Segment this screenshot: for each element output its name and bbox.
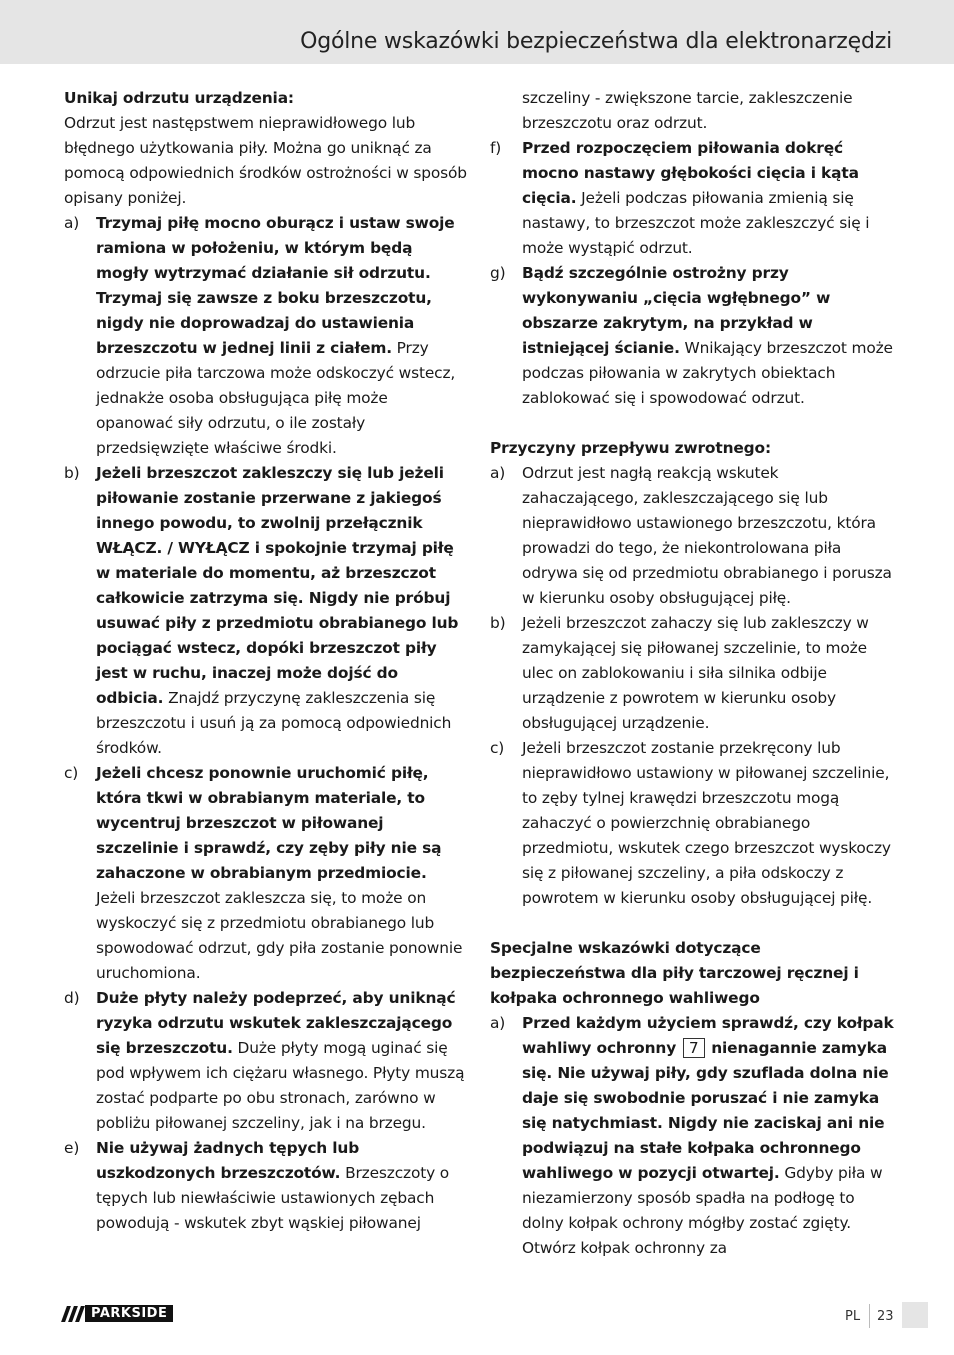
list-text-regular: Gdyby piła w niezamierzony sposób spadła na podłogę to dolny kołpak ochrony mógłby zostać zgięty. Otwórz kołpak ochronny za (522, 1164, 883, 1257)
list-text: Odrzut jest nagłą reakcją wskutek zahaczającego, zakleszczającego się lub nieprawidłowo ustawionego brzeszczotu, która prowadzi do tego, że niekontrolowana piła odrywa się od przedmiotu obrabianego i porusza w kierunku osoby obsługującej piłę. (522, 464, 892, 607)
right-column (490, 86, 894, 1261)
list-text-bold: Przed rozpoczęciem piłowania dokręć mocno nastawy głębokości cięcia i kąta cięcia. (522, 139, 859, 207)
list-item (64, 761, 468, 986)
brand-logo (64, 1305, 173, 1322)
list-text (96, 211, 468, 461)
list-label: e) (64, 1139, 80, 1157)
list-label: b) (64, 464, 80, 482)
page-title: Ogólne wskazówki bezpieczeństwa dla elektronarzędzi (300, 29, 892, 54)
list-label: a) (490, 1014, 506, 1032)
list-text (96, 461, 468, 761)
footer-tab-marker (902, 1302, 928, 1328)
list-label: b) (490, 614, 506, 632)
footer-divider (869, 1304, 870, 1328)
list-text (96, 761, 468, 986)
list-text-bold: Trzymaj piłę mocno oburącz i ustaw swoje ramiona w położeniu, w którym będą mogły wytrzymać działanie sił odrzutu. Trzymaj się zawsze z boku brzeszczotu, nigdy nie doprowadzaj do ustawienia brzeszczotu w jednej linii z ciałem. (96, 214, 455, 357)
list-text-regular: Przy odrzucie piła tarczowa może odskoczyć wstecz, jednakże osoba obsługująca piłę może opanować siły odrzutu, o ile zostały przedsięwzięte właściwe środki. (96, 339, 456, 457)
list-text (96, 986, 468, 1136)
list-item (64, 1136, 468, 1236)
list-text-bold: Przed każdym użyciem sprawdź, czy kołpak wahliwy ochronny (522, 1014, 894, 1057)
list-label: f) (490, 139, 502, 157)
list-text: Jeżeli brzeszczot zahaczy się lub zakleszczy w zamykającej się piłowanej szczelinie, to może ulec on zablokowaniu i siła silnika odbije urządzenie z powrotem w kierunku osoby obsługującej urządzenie. (522, 614, 869, 732)
list-item (64, 211, 468, 461)
list-item (490, 736, 894, 911)
list-text-regular: Jeżeli podczas piłowania zmienią się nastawy, to brzeszczot może zakleszczyć się i może wystąpić odrzut. (522, 189, 870, 257)
list-text-regular: Brzeszczoty o tępych lub niewłaściwie ustawionych zębach powodują - wskutek zbyt wąskiej piłowanej (96, 1164, 450, 1232)
list-text (522, 136, 894, 261)
section-heading-kickback: Unikaj odrzutu urządzenia: (64, 89, 294, 107)
language-code: PL (845, 1309, 861, 1324)
list-item (490, 261, 894, 411)
list-label: c) (64, 764, 79, 782)
list-text-regular: Wnikający brzeszczot może podczas piłowania w zakrytych obiektach zablokować się i spowodować odrzut. (522, 339, 893, 407)
list-text-regular: Jeżeli brzeszczot zakleszcza się, to może on wyskoczyć się z przedmiotu obrabianego lub spowodować odrzut, gdy piła zostanie ponownie uruchomiona. (96, 889, 463, 982)
list-text-bold: Jeżeli brzeszczot zakleszczy się lub jeżeli piłowanie zostanie przerwane z jakiegoś innego powodu, to zwolnij przełącznik WŁĄCZ. / WYŁĄCZ i spokojnie trzymaj piłę w materiale do momentu, aż brzeszczot całkowicie zatrzyma się. Nigdy nie próbuj usuwać piły z przedmiotu obrabianego lub pociągać wstecz, dopóki brzeszczot piły jest w ruchu, inaczej może dojść do odbicia. (96, 464, 459, 707)
page-header (0, 0, 954, 64)
left-column (64, 86, 468, 1236)
part-reference-box: 7 (683, 1038, 705, 1058)
list-text-regular: Znajdź przyczynę zakleszczenia się brzeszczotu i usuń ją za pomocą odpowiednich środków. (96, 689, 452, 757)
list-item-continuation (490, 86, 894, 136)
list-text (96, 1136, 468, 1236)
list-text-bold: nienagannie zamyka się. Nie używaj piły, gdy szuflada dolna nie daje się swobodnie poruszać i nie zamyka się natychmiast. Nigdy nie zaciskaj ani nie podwiązuj na stałe kołpaka ochronnego wahliwego w pozycji otwartej. (522, 1039, 889, 1182)
list-label: c) (490, 739, 505, 757)
section-heading-kickback-causes: Przyczyny przepływu zwrotnego: (490, 439, 771, 457)
list-text-bold: Jeżeli chcesz ponownie uruchomić piłę, która tkwi w obrabianym materiale, to wycentruj brzeszczot w piłowanej szczelinie i sprawdź, czy zęby piły nie są zahaczone w obrabianym przedmiocie. (96, 764, 442, 882)
list-item (490, 611, 894, 736)
logo-stripes-icon (64, 1306, 82, 1322)
list-text-bold: Duże płyty należy podeprzeć, aby uniknąć ryzyka odrzutu wskutek zakleszczającego się brzeszczotu. (96, 989, 456, 1057)
page-number: 23 (877, 1309, 894, 1324)
list-text-bold: Nie używaj żadnych tępych lub uszkodzonych brzeszczotów. (96, 1139, 360, 1182)
list-text-regular: Duże płyty mogą uginać się pod wpływem ich ciężaru własnego. Płyty muszą zostać podparte po obu stronach, zarówno w pobliżu piłowanej szczeliny, jak i na brzegu. (96, 1039, 465, 1132)
list-label: g) (490, 264, 506, 282)
list-text: szczeliny - zwiększone tarcie, zakleszczenie brzeszczotu oraz odrzut. (522, 89, 853, 132)
list-text: Jeżeli brzeszczot zostanie przekręcony lub nieprawidłowo ustawiony w piłowanej szczelinie, to zęby tylnej krawędzi brzeszczotu mogą zahaczyć o powierzchnię obrabianego przedmiotu, wskutek czego brzeszczot wyskoczy się z piłowanej szczeliny, a piła odskoczy z powrotem w kierunku osoby obsługującej piłę. (522, 739, 891, 907)
list-label: a) (490, 464, 506, 482)
list-item (64, 461, 468, 761)
section-heading-guard: Specjalne wskazówki dotyczące bezpieczeństwa dla piły tarczowej ręcznej i kołpaka ochronnego wahliwego (490, 939, 859, 1007)
list-item (490, 1011, 894, 1261)
list-text-bold: Bądź szczególnie ostrożny przy wykonywaniu „cięcia wgłębnego” w obszarze zakrytym, na przykład w istniejącej ścianie. (522, 264, 831, 357)
section-intro-kickback: Odrzut jest następstwem nieprawidłowego lub błędnego użytkowania piły. Można go uniknąć za pomocą odpowiednich środków ostrożności w sposób opisany poniżej. (64, 114, 467, 207)
list-label: a) (64, 214, 80, 232)
list-item (64, 986, 468, 1136)
list-text (522, 261, 894, 411)
list-text (522, 1011, 894, 1261)
list-label: d) (64, 989, 80, 1007)
list-item (490, 461, 894, 611)
list-item (490, 136, 894, 261)
brand-name: PARKSIDE (85, 1305, 173, 1322)
